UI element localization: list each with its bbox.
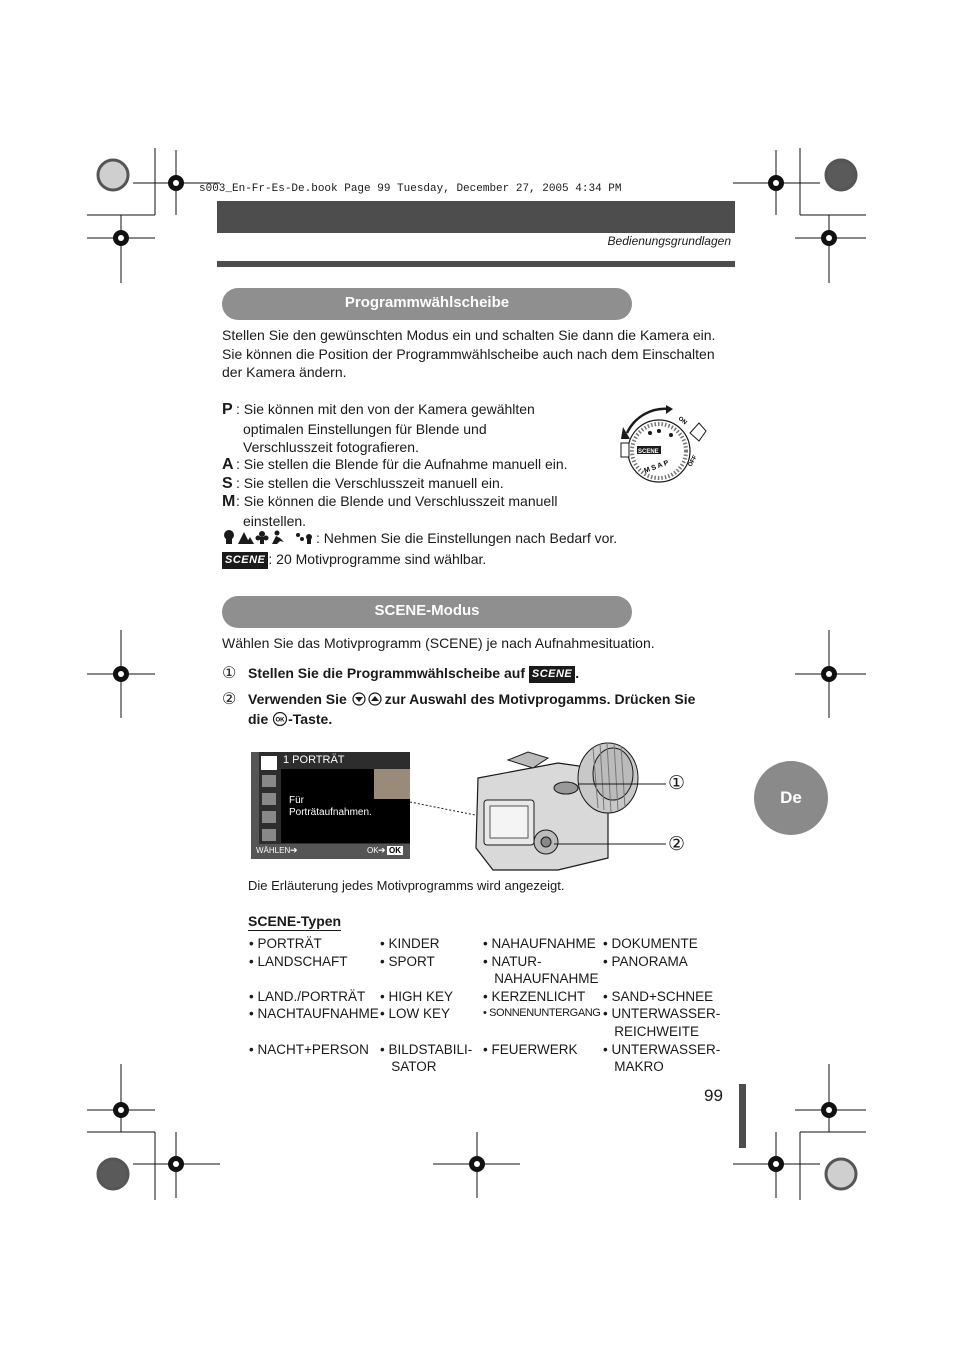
scene-types-col2 — [380, 935, 472, 1076]
scene-type-item: • LANDSCHAFT — [249, 953, 348, 969]
lcd-scrollbar — [251, 752, 259, 859]
scene-types-col1 — [249, 935, 379, 1058]
mode-icons-text: : Nehmen Sie die Einstellungen nach Bedarf vor. — [316, 530, 618, 546]
scene-mode-icons — [222, 529, 316, 545]
mode-dial-illustration — [615, 403, 709, 483]
lcd-icon-portrait — [261, 756, 277, 770]
lcd-ok-arrow-icon: ➔ — [378, 845, 386, 855]
header-bar — [217, 201, 735, 233]
mode-m-key: M — [222, 493, 236, 510]
scene-type-item: • LAND./PORTRÄT — [249, 988, 366, 1004]
scene-type-item: • SAND+SCHNEE — [603, 988, 714, 1004]
mode-scene-text: : 20 Motivprogramme sind wählbar. — [268, 551, 487, 567]
step-2-text-d: -Taste. — [288, 710, 333, 727]
mode-p-text2: optimalen Einstellungen für Blende und — [243, 420, 487, 437]
mode-m-text: : Sie können die Blende und Verschlusszeit manuell — [236, 493, 558, 509]
dial-off: OFF — [687, 454, 699, 468]
lcd-select-arrow-icon: ➔ — [290, 845, 298, 855]
scene-type-item: • KINDER — [380, 936, 440, 951]
scene-types-col4 — [603, 935, 720, 1076]
page-edge-bar — [739, 1084, 746, 1148]
file-info-line: s003_En-Fr-Es-De.book Page 99 Tuesday, December 27, 2005 4:34 PM — [199, 183, 622, 195]
lcd-portrait-thumbnail — [374, 769, 410, 799]
lcd-description-panel — [281, 769, 410, 843]
mode-a-key: A — [222, 456, 234, 473]
step-2-text-c: die — [248, 710, 269, 727]
step-1: ① Stellen Sie die Programmwählscheibe auf SCENE . — [222, 665, 580, 682]
step-2-text-a: Verwenden Sie — [248, 691, 347, 707]
mode-s — [222, 474, 622, 494]
scene-types-heading: SCENE-Typen — [248, 913, 342, 929]
mode-p-key: P — [222, 401, 233, 418]
mode-s-key: S — [222, 475, 233, 492]
lcd-screen — [251, 752, 410, 859]
mode-a — [222, 455, 622, 475]
lcd-icon-4 — [262, 811, 276, 823]
scene-type-item: • SPORT — [380, 953, 435, 969]
section-title-scene-modus: SCENE-Modus — [222, 596, 632, 628]
lcd-desc-line1: Für — [289, 795, 304, 806]
scene-type-item: • BILDSTABILI- — [380, 1041, 473, 1057]
scene-type-item: • NAHAUFNAHME — [483, 936, 596, 951]
step-2 — [222, 690, 734, 728]
callout-1: ① — [668, 773, 686, 794]
language-tab-de: De — [754, 761, 828, 835]
step-2-number: ② — [222, 691, 237, 708]
lcd-footer — [251, 844, 410, 859]
scene-type-item: • DOKUMENTE — [603, 936, 698, 951]
lcd-icon-column — [261, 755, 279, 855]
mode-p — [222, 400, 602, 457]
illustration-caption: Die Erläuterung jedes Motivprogramms wird angezeigt. — [248, 878, 565, 893]
scene-type-item: • FEUERWERK — [483, 1041, 578, 1057]
arrow-pad-icon — [351, 692, 385, 706]
dial-on: ON — [676, 415, 688, 427]
section2-intro: Wählen Sie das Motivprogramm (SCENE) je nach Aufnahmesituation. — [222, 635, 655, 651]
scene-type-item-cont: MAKRO — [603, 1059, 664, 1075]
lcd-select-label: WÄHLEN — [256, 846, 291, 855]
step-1-text: Stellen Sie die Programmwählscheibe auf — [248, 665, 525, 681]
step-2-text-b: zur Auswahl des Motivprogamms. Drücken Sie — [384, 691, 696, 707]
scene-type-item-cont: NAHAUFNAHME — [483, 971, 599, 987]
scene-type-item: • UNTERWASSER- — [603, 1041, 721, 1057]
scene-type-item: • LOW KEY — [380, 1006, 450, 1022]
mode-icons-line — [222, 529, 652, 548]
scene-type-item: • NATUR- — [483, 953, 542, 969]
svg-text:OK: OK — [275, 717, 285, 723]
mode-m-text2: einstellen. — [243, 512, 307, 529]
scene-types-col3 — [483, 935, 600, 1058]
scene-badge: SCENE — [222, 552, 268, 569]
lcd-title: 1 PORTRÄT — [283, 754, 345, 766]
lcd-ok-button: OK — [389, 846, 401, 855]
mode-scene-line — [222, 550, 622, 569]
scene-type-item-cont: REICHWEITE — [603, 1023, 700, 1039]
scene-type-item: • SONNENUNTERGANG — [483, 1007, 601, 1020]
scene-type-item: • NACHTAUFNAHME — [249, 1006, 379, 1022]
section-title-programmwahlscheibe: Programmwählscheibe — [222, 288, 632, 320]
scene-badge-step1: SCENE — [529, 666, 575, 683]
section-label: Bedienungsgrundlagen — [607, 234, 731, 248]
header-rule — [217, 261, 735, 267]
camera-illustration — [408, 738, 698, 873]
dial-letters: M S A P — [643, 459, 670, 475]
lcd-ok-label: OK — [367, 846, 379, 855]
mode-m — [222, 492, 622, 530]
ok-button-icon — [272, 712, 288, 726]
mode-s-text: : Sie stellen die Verschlusszeit manuell ein. — [236, 475, 504, 491]
lcd-icon-5 — [262, 829, 276, 841]
scene-type-item: • UNTERWASSER- — [603, 1006, 721, 1022]
dial-scene: SCENE — [638, 449, 659, 455]
scene-type-item-cont: SATOR — [380, 1059, 437, 1075]
lcd-icon-3 — [262, 793, 276, 805]
scene-type-item: • HIGH KEY — [380, 988, 453, 1004]
mode-p-text3: Verschlusszeit fotografieren. — [243, 439, 419, 455]
section1-intro: Stellen Sie den gewünschten Modus ein und schalten Sie dann die Kamera ein. Sie können die Position der Programmwählscheibe auch nach dem Einschalten der Kamera ändern. — [222, 327, 716, 380]
lcd-desc-line2: Porträtaufnahmen. — [289, 807, 372, 818]
scene-type-item: • PANORAMA — [603, 953, 688, 969]
callout-2: ② — [668, 834, 686, 855]
scene-type-item: • KERZENLICHT — [483, 988, 586, 1004]
lcd-desc — [289, 795, 372, 819]
step-1-number: ① — [222, 665, 237, 682]
scene-type-item: • NACHT+PERSON — [249, 1041, 369, 1057]
page-number: 99 — [704, 1086, 723, 1105]
scene-type-item: • PORTRÄT — [249, 936, 322, 951]
lcd-icon-2 — [262, 775, 276, 787]
mode-p-text: : Sie können mit den von der Kamera gewählten — [236, 401, 535, 417]
mode-a-text: : Sie stellen die Blende für die Aufnahme manuell ein. — [236, 456, 568, 472]
